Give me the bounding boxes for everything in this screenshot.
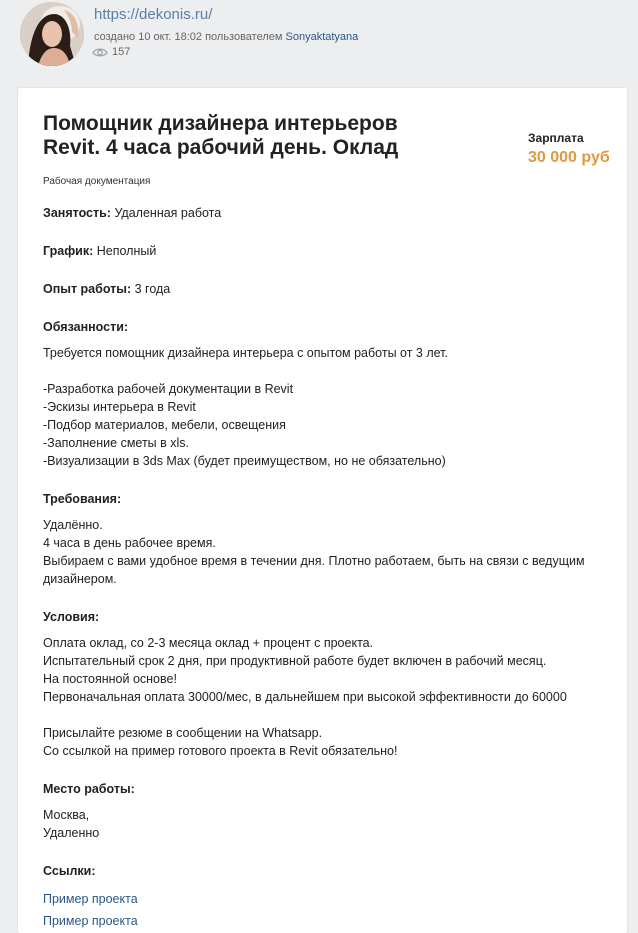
site-link[interactable]: https://dekonis.ru/ — [94, 6, 213, 23]
vacancy-category: Рабочая документация — [43, 176, 151, 187]
schedule-value: Неполный — [96, 244, 157, 258]
condition-extra-line: Присылайте резюме в сообщении на Whatsapp. — [43, 726, 323, 740]
requirements-text — [43, 516, 613, 588]
experience-row — [43, 280, 613, 298]
vacancy-content — [43, 204, 613, 932]
requirement-line: дизайнером. — [43, 572, 117, 586]
location-line: Москва, — [43, 808, 90, 822]
views-count: 157 — [112, 46, 131, 58]
duties-intro: Требуется помощник дизайнера интерьера с опытом работы от 3 лет. — [43, 346, 448, 360]
condition-extra-line: Со ссылкой на пример готового проекта в Revit обязательно! — [43, 744, 398, 758]
condition-line: Оплата оклад, со 2-3 месяца оклад + процент с проекта. — [43, 636, 374, 650]
duty-item: -Эскизы интерьера в Revit — [43, 400, 196, 414]
vacancy-title: Помощник дизайнера интерьеров Revit. 4 часа рабочий день. Оклад — [43, 112, 399, 159]
vacancy-card — [18, 88, 627, 933]
created-text: создано 10 окт. 18:02 пользователем — [94, 31, 283, 43]
location-title: Место работы: — [43, 782, 135, 796]
author-link[interactable]: Sonyaktatyana — [285, 31, 359, 43]
condition-line: Первоначальная оплата 30000/мес, в дальнейшем при высокой эффективности до 60000 — [43, 690, 567, 704]
salary-label: Зарплата — [528, 131, 584, 145]
schedule-row — [43, 242, 613, 260]
schedule-label: График: — [43, 244, 94, 258]
conditions-text — [43, 634, 613, 706]
links-list — [43, 888, 613, 932]
eye-icon — [92, 47, 108, 58]
condition-line: На постоянной основе! — [43, 672, 177, 686]
duty-item: -Разработка рабочей документации в Revit — [43, 382, 294, 396]
avatar[interactable] — [20, 2, 84, 66]
conditions-extra — [43, 724, 613, 760]
location-line: Удаленно — [43, 826, 100, 840]
condition-line: Испытательный срок 2 дня, при продуктивной работе будет включен в рабочий месяц. — [43, 654, 547, 668]
employment-label: Занятость: — [43, 206, 111, 220]
requirements-title: Требования: — [43, 492, 122, 506]
project-example-link[interactable]: Пример проекта — [43, 892, 138, 906]
requirement-line: Удалённо. — [43, 518, 103, 532]
duty-item: -Подбор материалов, мебели, освещения — [43, 418, 286, 432]
experience-value: 3 года — [134, 282, 171, 296]
employment-row — [43, 204, 613, 222]
views-counter — [92, 46, 130, 58]
requirement-line: Выбираем с вами удобное время в течении дня. Плотно работаем, быть на связи с ведущим — [43, 554, 585, 568]
location-text — [43, 806, 613, 842]
experience-label: Опыт работы: — [43, 282, 132, 296]
requirement-line: 4 часа в день рабочее время. — [43, 536, 216, 550]
duties-title: Обязанности: — [43, 320, 129, 334]
conditions-title: Условия: — [43, 610, 100, 624]
post-header — [0, 0, 638, 80]
project-example-link[interactable]: Пример проекта — [43, 914, 138, 928]
duty-item: -Заполнение сметы в xls. — [43, 436, 189, 450]
salary-value: 30 000 руб — [528, 149, 610, 166]
employment-value: Удаленная работа — [114, 206, 222, 220]
duty-item: -Визуализации в 3ds Max (будет преимуществом, но не обязательно) — [43, 454, 446, 468]
post-meta — [94, 31, 358, 43]
duties-list — [43, 380, 613, 470]
links-title: Ссылки: — [43, 864, 96, 878]
